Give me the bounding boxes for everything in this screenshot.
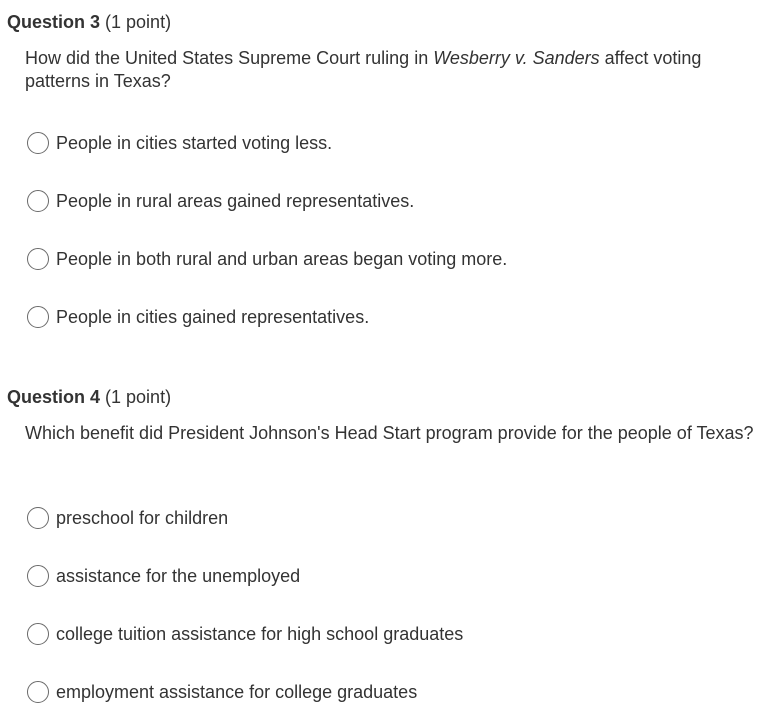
radio-unchecked-icon[interactable] bbox=[27, 190, 49, 212]
option-label[interactable]: People in rural areas gained representatives. bbox=[56, 191, 415, 211]
radio-unchecked-icon[interactable] bbox=[27, 306, 49, 328]
question-3-option-1[interactable] bbox=[27, 130, 332, 156]
question-4-title: Question 4 bbox=[7, 387, 101, 407]
question-4-option-3[interactable] bbox=[27, 621, 463, 647]
option-label[interactable]: preschool for children bbox=[56, 508, 229, 528]
option-label[interactable]: People in cities started voting less. bbox=[56, 133, 333, 153]
radio-unchecked-icon[interactable] bbox=[27, 248, 49, 270]
question-3-case-name: Wesberry v. Sanders bbox=[433, 48, 600, 68]
option-label[interactable]: college tuition assistance for high school graduates bbox=[56, 624, 464, 644]
option-label[interactable]: assistance for the unemployed bbox=[56, 566, 301, 586]
question-4-header bbox=[7, 385, 171, 409]
question-3-prompt-end: affect voting patterns in Texas? bbox=[25, 48, 702, 91]
radio-unchecked-icon[interactable] bbox=[27, 565, 49, 587]
question-4-option-4[interactable] bbox=[27, 679, 417, 705]
question-4-prompt: Which benefit did President Johnson's Head Start program provide for the people of Texas? bbox=[25, 423, 754, 443]
radio-unchecked-icon[interactable] bbox=[27, 132, 49, 154]
question-3-prompt bbox=[25, 47, 755, 93]
question-3-points: (1 point) bbox=[105, 12, 172, 32]
radio-unchecked-icon[interactable] bbox=[27, 681, 49, 703]
question-3-prompt-start: How did the United States Supreme Court ruling in bbox=[25, 48, 434, 68]
option-label[interactable]: employment assistance for college graduates bbox=[56, 682, 418, 702]
question-3-option-4[interactable] bbox=[27, 304, 369, 330]
question-3-option-2[interactable] bbox=[27, 188, 414, 214]
question-3-option-3[interactable] bbox=[27, 246, 507, 272]
option-label[interactable]: People in both rural and urban areas began voting more. bbox=[56, 249, 508, 269]
question-4-option-1[interactable] bbox=[27, 505, 228, 531]
question-3-title: Question 3 bbox=[7, 12, 101, 32]
question-4-option-2[interactable] bbox=[27, 563, 300, 589]
question-3-header bbox=[7, 10, 171, 34]
option-label[interactable]: People in cities gained representatives. bbox=[56, 307, 370, 327]
radio-unchecked-icon[interactable] bbox=[27, 623, 49, 645]
question-4-points: (1 point) bbox=[105, 387, 172, 407]
radio-unchecked-icon[interactable] bbox=[27, 507, 49, 529]
